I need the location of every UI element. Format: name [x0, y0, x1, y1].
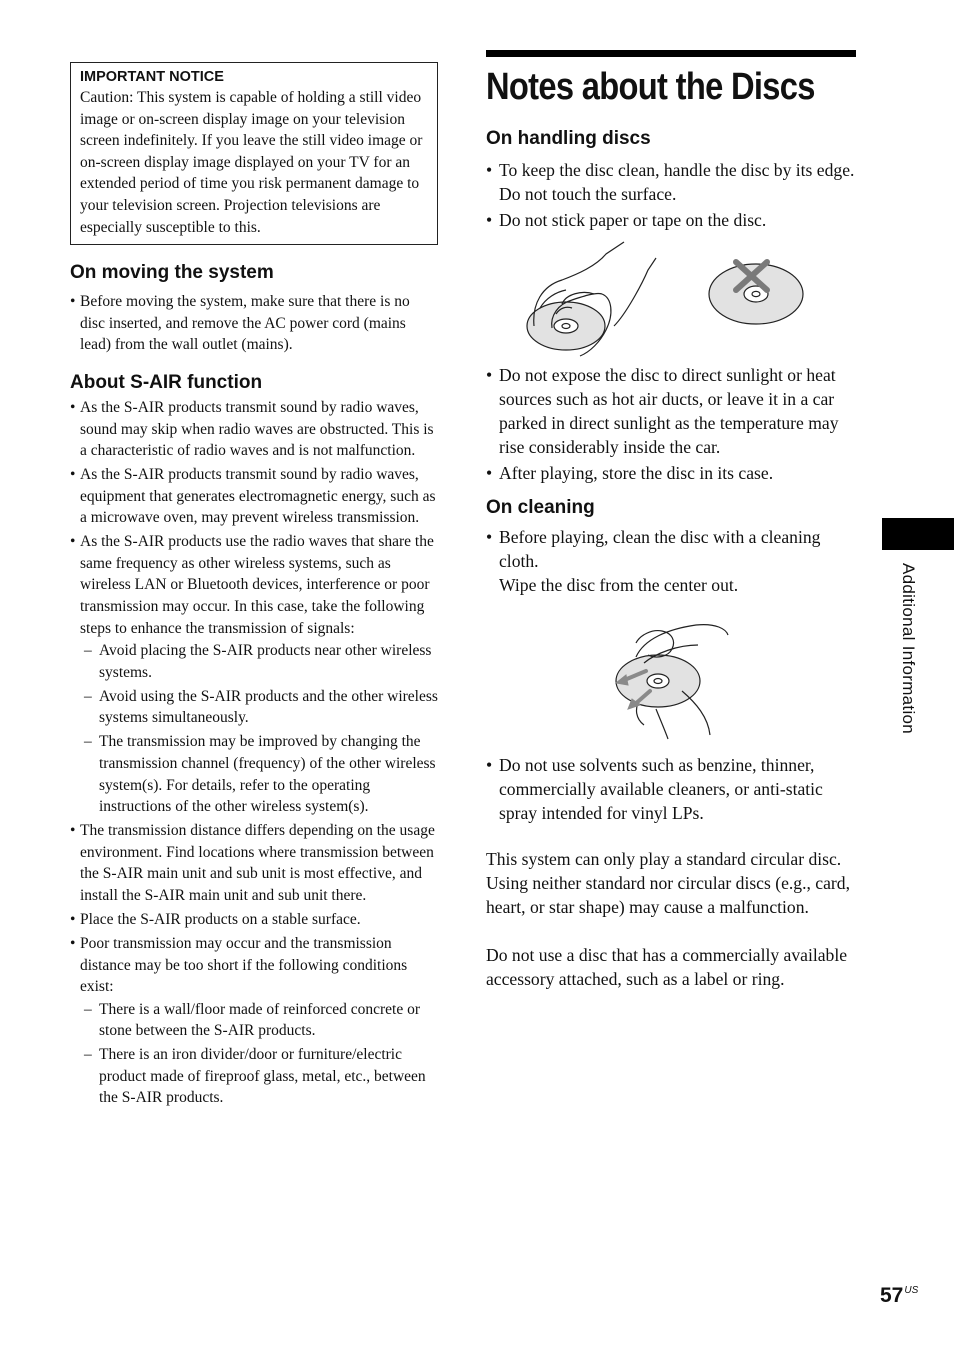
page-number-value: 57 [880, 1284, 904, 1307]
list-item: • Do not use solvents such as benzine, thinner, commercially available cleaners, or anti-static spray intended for vinyl LPs. [486, 753, 856, 825]
list-item: • Place the S-AIR products on a stable surface. [70, 909, 438, 931]
handling-heading: On handling discs [486, 128, 651, 149]
sair-list [70, 397, 438, 1109]
important-notice-box [70, 62, 438, 245]
page-title: Notes about the Discs [486, 66, 815, 108]
title-rule [486, 50, 856, 57]
list-item-text: Poor transmission may occur and the transmission distance may be too short if the following conditions exist: [80, 934, 408, 996]
steps-list [80, 640, 438, 818]
list-item: • Do not expose the disc to direct sunlight or heat sources such as hot air ducts, or leave it in a car parked in direct sunlight as the temperature may rise considerably inside the car. [486, 363, 856, 459]
sub-list-item: – Avoid placing the S-AIR products near other wireless systems. [80, 640, 438, 683]
sub-list-item: – Avoid using the S-AIR products and the other wireless systems simultaneously. [80, 686, 438, 729]
right-column [486, 50, 856, 991]
sub-list-item: – There is a wall/floor made of reinforced concrete or stone between the S-AIR products. [80, 999, 438, 1042]
list-item: • Do not stick paper or tape on the disc. [486, 208, 856, 232]
page-region-suffix: US [904, 1285, 919, 1296]
list-item-text: • Before playing, clean the disc with a cleaning cloth. [499, 527, 821, 571]
moving-heading: On moving the system [70, 262, 274, 284]
list-item [70, 531, 438, 818]
list-item-text: As the S-AIR products use the radio waves that share the same frequency as other wireless systems, such as wireless LAN or Bluetooth devices, interference or poor transmission may occur. In this case, take the following steps to enhance the transmission of signals: [80, 533, 434, 637]
cleaning-figure [486, 599, 856, 749]
cleaning-list [486, 525, 856, 597]
list-item [486, 525, 856, 597]
sair-heading: About S-AIR function [70, 371, 263, 393]
circular-disc-paragraph: This system can only play a standard circular disc. Using neither standard nor circular discs (e.g., card, heart, or star shape) may cause a malfunction. [486, 849, 850, 917]
solvent-list [486, 753, 856, 825]
notice-title: IMPORTANT NOTICE [80, 69, 224, 85]
handling-figure [486, 234, 856, 374]
moving-list [70, 291, 438, 356]
disc-handling-illustration [486, 234, 856, 374]
disc-cleaning-illustration [486, 599, 856, 749]
list-item: • As the S-AIR products transmit sound by radio waves, sound may skip when radio waves are obstructed. This is a characteristic of radio waves and is not malfunction. [70, 397, 438, 462]
list-item: • To keep the disc clean, handle the disc by its edge. Do not touch the surface. [486, 158, 856, 206]
cleaning-heading: On cleaning [486, 497, 595, 518]
list-item-text: Wipe the disc from the center out. [499, 575, 739, 595]
storage-list [486, 363, 856, 485]
sub-list-item: – There is an iron divider/door or furniture/electric product made of fireproof glass, metal, etc., between the S-AIR products. [80, 1044, 438, 1109]
section-side-label: Additional Information [899, 563, 918, 735]
list-item: • As the S-AIR products transmit sound by radio waves, equipment that generates electromagnetic energy, such as a microwave oven, may prevent wireless transmission. [70, 464, 438, 529]
accessory-paragraph: Do not use a disc that has a commercially available accessory attached, such as a label or ring. [486, 945, 848, 989]
conditions-list [80, 999, 438, 1109]
sub-list-item: – The transmission may be improved by changing the transmission channel (frequency) of the other wireless system(s). For details, refer to the operating instructions of the other wireless system(s). [80, 731, 438, 817]
list-item: • The transmission distance differs depending on the usage environment. Find locations where transmission between the S-AIR main unit and sub unit is most effective, and install the S-AIR main unit and sub unit there. [70, 820, 438, 906]
list-item [70, 933, 438, 1109]
list-item: • Before moving the system, make sure that there is no disc inserted, and remove the AC power cord (mains lead) from the wall outlet (mains). [70, 291, 438, 356]
left-column [70, 62, 438, 1111]
notice-body: Caution: This system is capable of holding a still video image or on-screen display image on your television screen indefinitely. If you leave the still video image or on-screen display image displayed on your TV for an extended period of time you risk permanent damage to your television screen. Projection televisions are especially susceptible to this. [80, 89, 423, 236]
list-item: • After playing, store the disc in its case. [486, 461, 856, 485]
section-tab-marker [882, 518, 954, 550]
handling-list [486, 158, 856, 232]
page-number [880, 1284, 918, 1308]
